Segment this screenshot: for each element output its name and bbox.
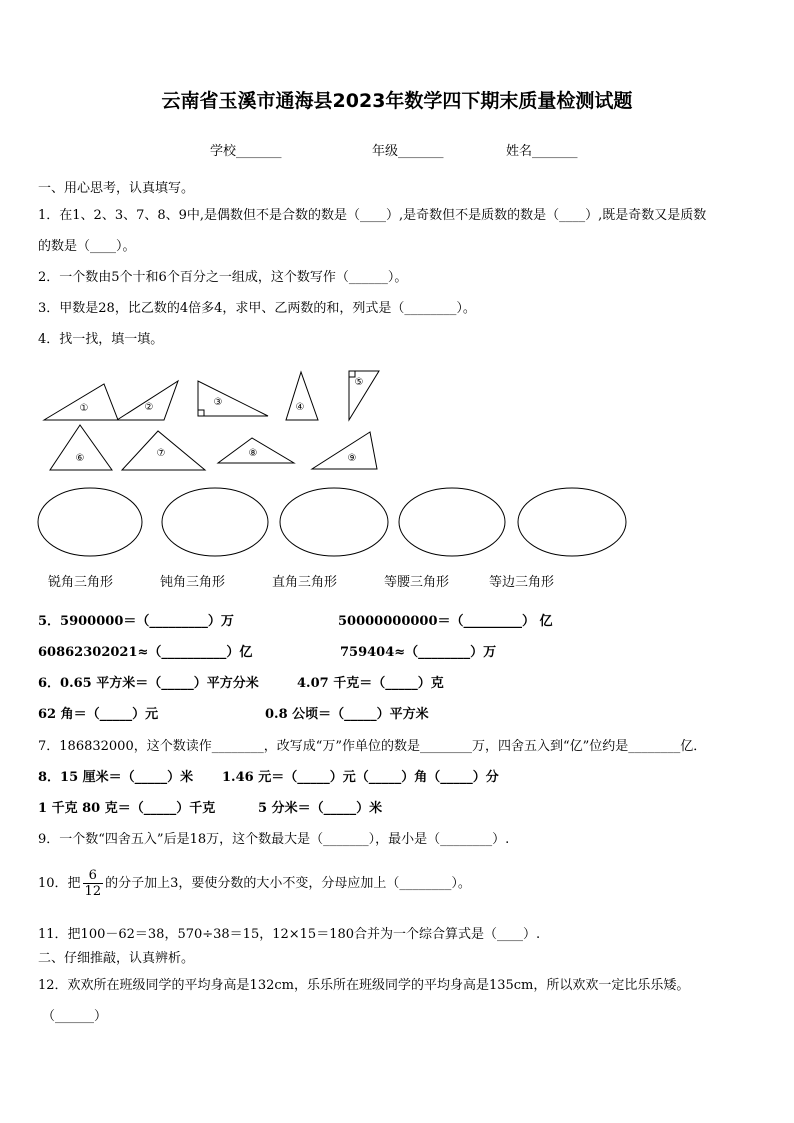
question-6-a: 6．0.65 平方米＝（_____）平方分米 — [38, 676, 259, 691]
triangle-label-6: ⑥ — [75, 453, 85, 464]
fraction — [83, 868, 104, 899]
triangle-label-1: ① — [79, 403, 89, 414]
question-1-line-2: 的数是（____）。 — [38, 239, 136, 254]
question-5-c: 60862302021≈（__________）亿 — [38, 645, 253, 660]
question-11: 11．把100－62＝38，570÷38＝15，12×15＝180合并为一个综合算式是（____）. — [38, 927, 541, 942]
question-8-c: 1 千克 80 克＝（_____）千克 — [38, 801, 216, 816]
category-acute: 锐角三角形 — [48, 575, 114, 590]
question-10 — [38, 868, 471, 899]
question-4: 4．找一找，填一填。 — [38, 332, 164, 347]
category-box-equilateral — [518, 488, 626, 556]
question-5-a: 5．5900000＝（_________）万 — [38, 614, 234, 629]
question-1-line-1: 1．在1、2、3、7、8、9中,是偶数但不是合数的数是（____）,是奇数但不是质数的数是（____）,既是奇数又是质数 — [38, 208, 707, 223]
triangle-5 — [349, 371, 379, 420]
page-title: 云南省玉溪市通海县2023年数学四下期末质量检测试题 — [161, 90, 633, 112]
section-1-heading: 一、用心思考，认真填写。 — [38, 181, 195, 196]
section-2-heading: 二、仔细推敲，认真辨析。 — [38, 951, 195, 966]
question-6-b: 4.07 千克＝（_____）克 — [297, 676, 444, 691]
question-10-prefix: 10．把 — [38, 876, 81, 891]
triangle-label-9: ⑨ — [347, 453, 357, 464]
triangle-label-8: ⑧ — [248, 448, 258, 459]
fraction-denominator: 12 — [84, 884, 102, 899]
question-8-a: 8．15 厘米＝（_____）米 — [38, 770, 194, 785]
question-12-answer[interactable]: （______） — [42, 1009, 108, 1024]
category-isosceles: 等腰三角形 — [384, 575, 450, 590]
question-2: 2．一个数由5个十和6个百分之一组成，这个数写作（______）。 — [38, 270, 408, 285]
category-box-obtuse — [162, 488, 268, 556]
question-12-line-1: 12．欢欢所在班级同学的平均身高是132cm，乐乐所在班级同学的平均身高是135cm，所以欢欢一定比乐乐矮。 — [38, 978, 690, 993]
question-7: 7．186832000，这个数读作________，改写成“万”作单位的数是________万，四舍五入到“亿”位约是________亿． — [38, 739, 707, 754]
grade-field[interactable]: 年级_______ — [372, 144, 444, 159]
question-9: 9．一个数“四舍五入”后是18万，这个数最大是（_______），最小是（________）. — [38, 832, 510, 847]
category-obtuse: 钝角三角形 — [160, 575, 226, 590]
school-field[interactable]: 学校_______ — [210, 144, 282, 159]
question-6-c: 62 角＝（_____）元 — [38, 707, 159, 722]
triangle-label-3: ③ — [213, 397, 223, 408]
question-8-d: 5 分米＝（_____）米 — [258, 801, 383, 816]
category-right: 直角三角形 — [272, 575, 338, 590]
triangle-label-2: ② — [144, 402, 154, 413]
question-6-d: 0.8 公顷＝（_____）平方米 — [265, 707, 429, 722]
triangle-9 — [312, 432, 377, 469]
category-box-right — [280, 488, 388, 556]
category-box-acute — [38, 488, 142, 556]
question-5-d: 759404≈（________）万 — [340, 645, 497, 660]
question-5-b: 50000000000＝（_________） 亿 — [338, 614, 553, 629]
category-equilateral: 等边三角形 — [489, 575, 555, 590]
name-field[interactable]: 姓名_______ — [506, 144, 578, 159]
fraction-numerator: 6 — [83, 868, 104, 884]
triangle-label-4: ④ — [295, 402, 305, 413]
triangle-2 — [117, 381, 178, 420]
category-box-isosceles — [399, 488, 505, 556]
question-3: 3．甲数是28，比乙数的4倍多4，求甲、乙两数的和，列式是（________）。 — [38, 301, 476, 316]
question-8-b: 1.46 元＝（_____）元（_____）角（_____）分 — [222, 770, 499, 785]
triangle-label-7: ⑦ — [156, 448, 166, 459]
triangle-label-5: ⑤ — [354, 377, 364, 388]
triangle-1 — [44, 384, 118, 420]
triangle-3 — [198, 381, 268, 416]
question-10-suffix: 的分子加上3，要使分数的大小不变，分母应加上（________）。 — [105, 876, 471, 891]
